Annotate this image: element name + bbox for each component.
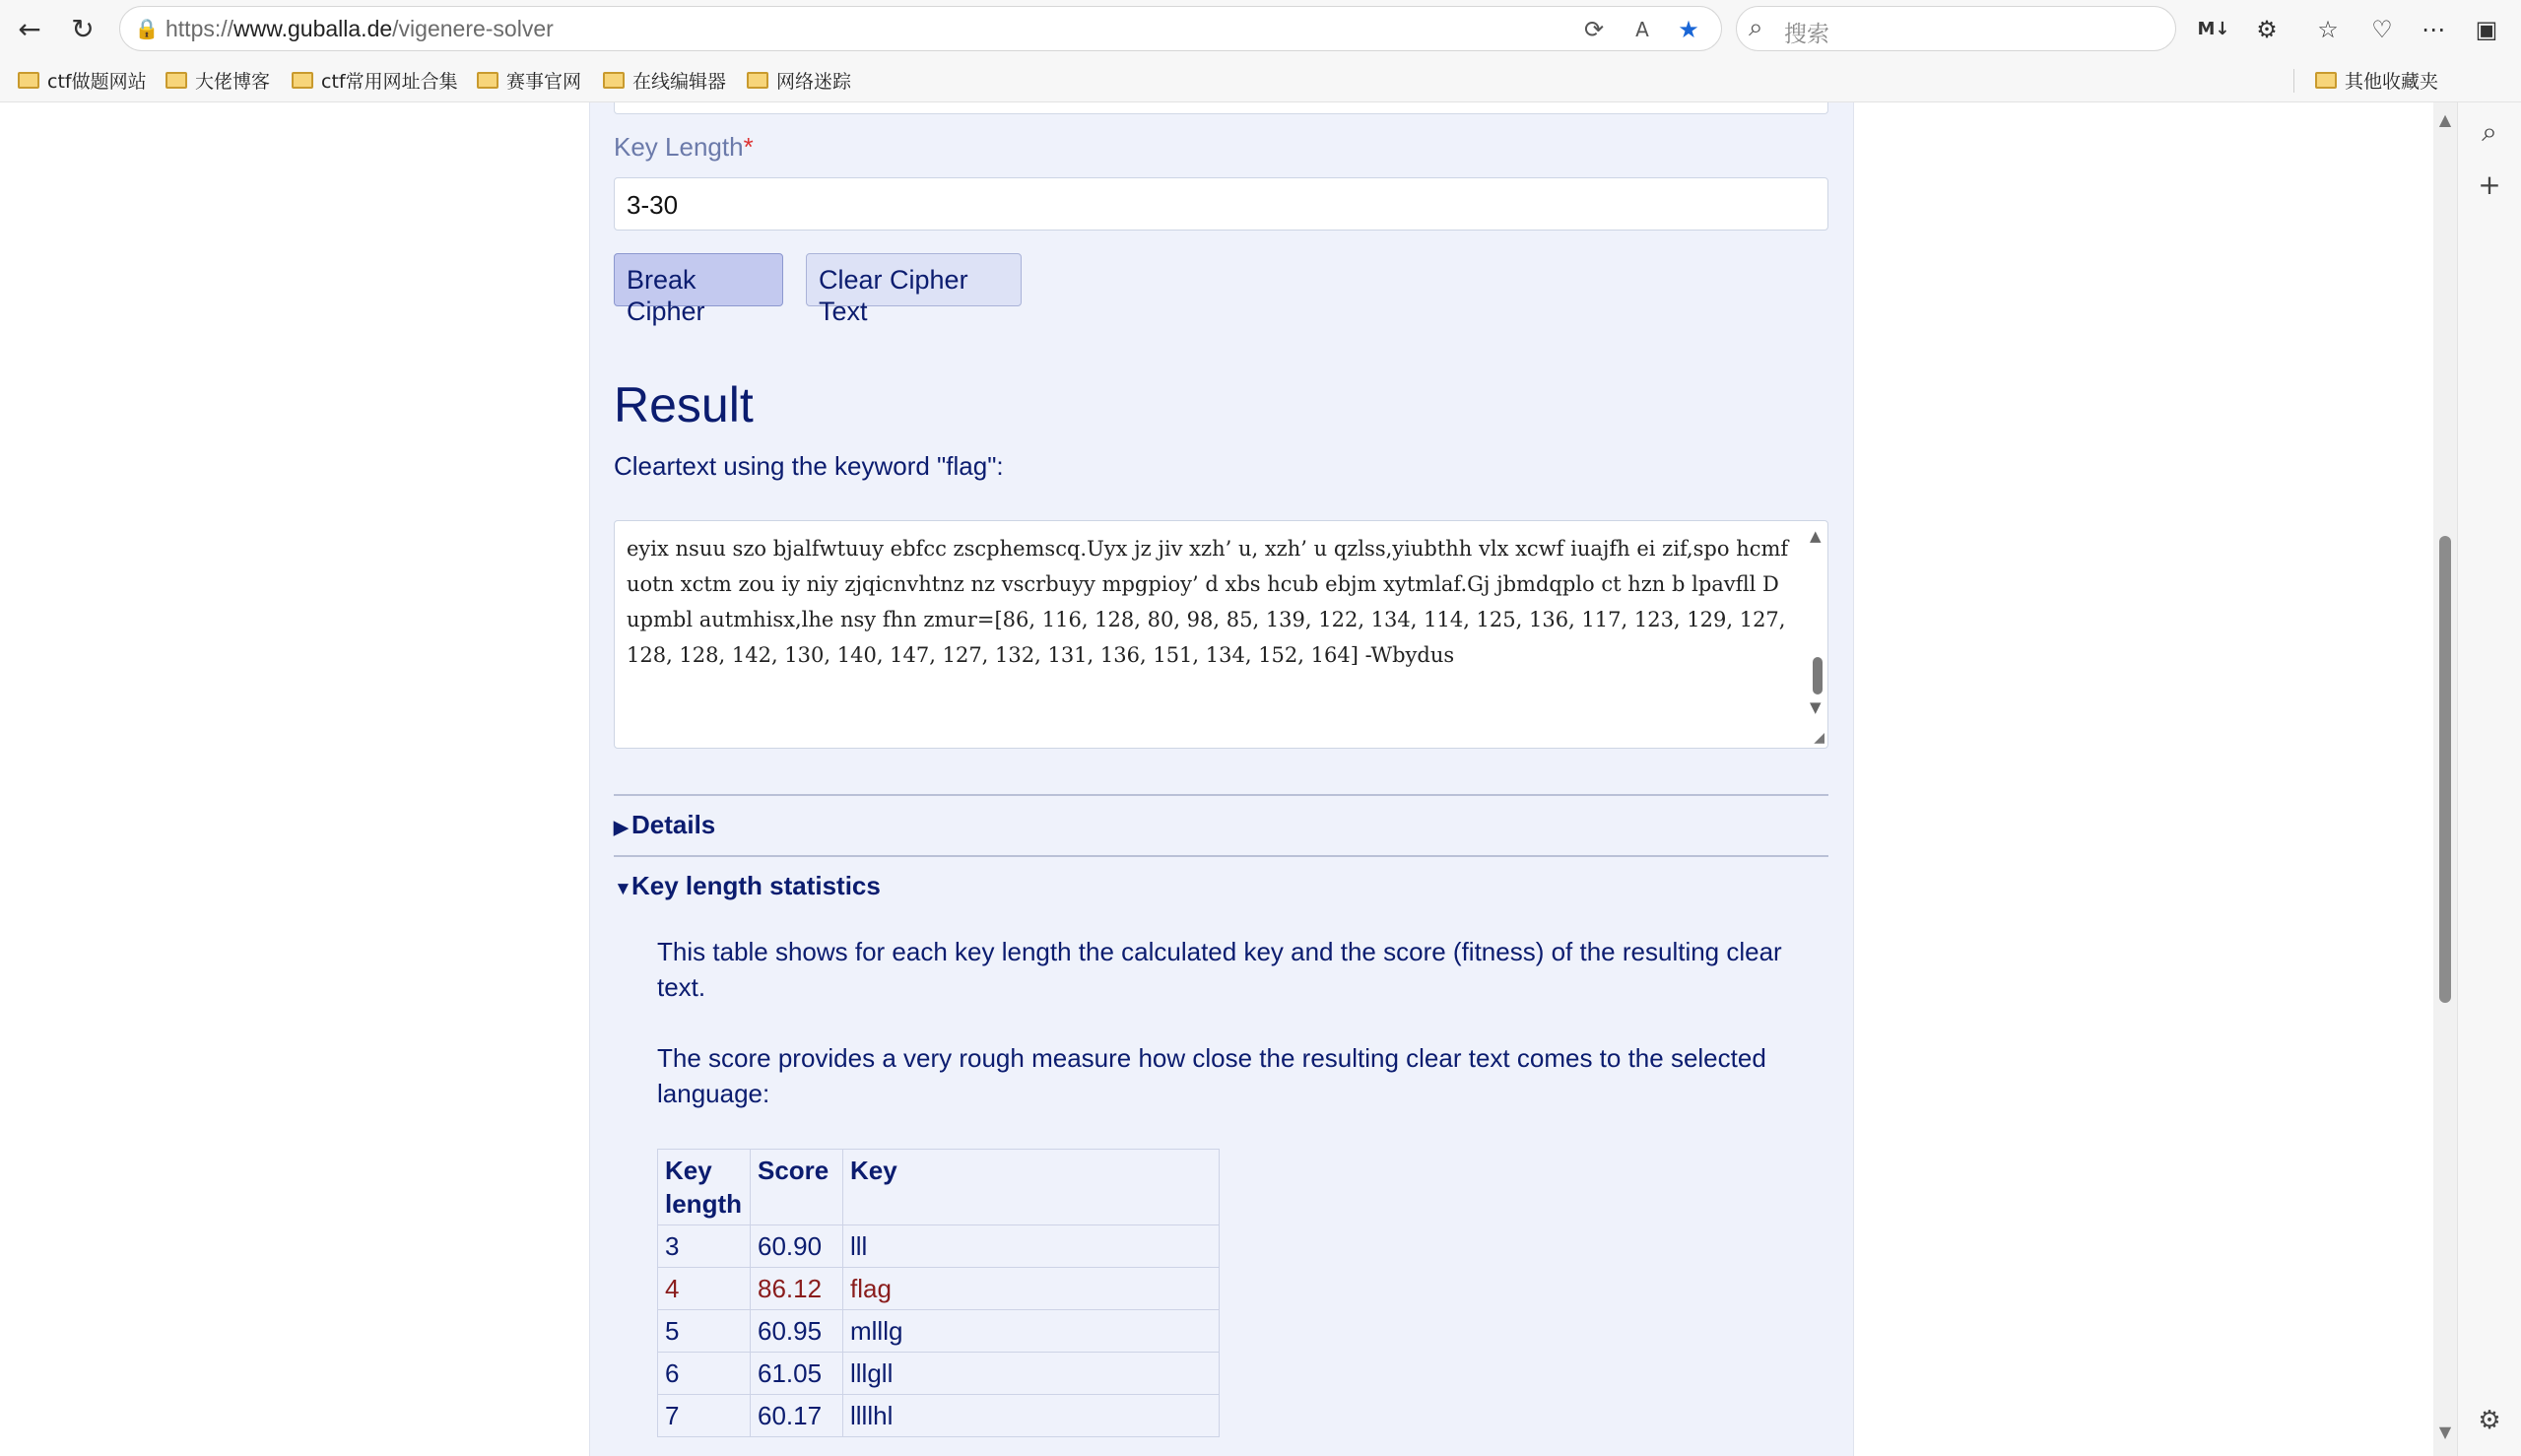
key-length-input[interactable]: 3-30 <box>614 177 1828 231</box>
collapsed-triangle-icon: ▶ <box>614 818 629 838</box>
folder-icon <box>747 72 768 89</box>
bookmark-folder[interactable]: ctf常用网址合集 <box>292 66 458 94</box>
folder-icon <box>166 72 187 89</box>
key-cell: lll <box>843 1225 1220 1268</box>
cipher-textarea-bottom-edge[interactable] <box>614 102 1828 114</box>
textarea-scroll-thumb[interactable] <box>1813 657 1823 695</box>
lock-icon[interactable]: 🔒 <box>134 17 160 40</box>
refresh-icon[interactable]: ↻ <box>71 13 95 45</box>
url-text[interactable]: https://www.guballa.de/vigenere-solver <box>166 16 554 41</box>
bookmarks-bar <box>0 57 2521 102</box>
score-cell: 61.05 <box>751 1353 843 1395</box>
key-length-cell: 3 <box>658 1225 751 1268</box>
settings-gear-icon[interactable]: ⚙ <box>2478 1406 2501 1435</box>
favorite-star-icon[interactable]: ★ <box>1678 16 1699 43</box>
key-length-statistics-toggle[interactable]: ▼Key length statistics <box>614 871 881 900</box>
table-row <box>658 1310 1220 1353</box>
table-header-row <box>658 1150 1220 1225</box>
expanded-triangle-icon: ▼ <box>614 879 632 899</box>
divider <box>614 855 1828 857</box>
key-cell: llllhl <box>843 1395 1220 1437</box>
score-cell: 60.17 <box>751 1395 843 1437</box>
result-heading: Result <box>614 377 754 432</box>
page-scroll-thumb[interactable] <box>2439 536 2451 1003</box>
search-box[interactable] <box>1736 6 2176 51</box>
cleartext-content: eyix nsuu szo bjalfwtuuy ebfcc zscphemscq.Uyx jz jiv xzh’ u, xzh’ u qzlss,yiubthh vlx xcwf iuajfh ei zif,spo hcmf uotn xctm zou iy niy zjqicnvhtnz nz vscrbuyy mpgpioy’ d xbs hcub ebjm xytmlaf.Gj jbmdqplo ct hzn b lpavfll Dupmbl autmhisx,lhe nsy fhn zmur=[86, 116, 128, 80, 98, 85, 139, 122, 134, 114, 125, 136, 117, 123, 129, 127, 128, 128, 142, 130, 140, 147, 127, 132, 131, 136, 151, 134, 152, 164] -Wbydus <box>627 537 1795 667</box>
column-header-key: Key <box>843 1150 1220 1225</box>
search-icon: ⌕ <box>1749 13 1763 42</box>
table-row-best <box>658 1268 1220 1310</box>
key-length-cell: 7 <box>658 1395 751 1437</box>
scroll-down-arrow-icon[interactable]: ▼ <box>1810 698 1822 716</box>
key-length-cell: 6 <box>658 1353 751 1395</box>
key-cell: mlllg <box>843 1310 1220 1353</box>
score-cell: 60.90 <box>751 1225 843 1268</box>
reader-mode-icon[interactable]: M↓ <box>2197 19 2230 39</box>
clear-cipher-text-button[interactable]: Clear Cipher Text <box>806 253 1022 306</box>
add-icon[interactable]: + <box>2478 168 2501 201</box>
key-length-table <box>657 1149 1220 1437</box>
scroll-up-arrow-icon[interactable]: ▲ <box>2438 110 2452 129</box>
folder-icon <box>603 72 625 89</box>
main-content <box>589 102 1854 1456</box>
scroll-down-arrow-icon[interactable]: ▼ <box>2438 1423 2452 1441</box>
stats-description: This table shows for each key length the calculated key and the score (fitness) of the resulting clear text. <box>657 937 1782 1002</box>
cleartext-label: Cleartext using the keyword "flag": <box>614 451 1004 481</box>
key-length-label: Key Length* <box>614 132 754 162</box>
browser-right-sidebar <box>2457 102 2521 1456</box>
extensions-icon[interactable]: ⚙ <box>2256 16 2278 43</box>
browser-essentials-icon[interactable]: ♡ <box>2371 16 2393 43</box>
column-header-key-length: Key length <box>658 1150 751 1225</box>
table-row <box>658 1395 1220 1437</box>
folder-icon <box>2315 72 2337 89</box>
sidebar-toggle-icon[interactable]: ▣ <box>2475 16 2498 43</box>
key-cell: lllgll <box>843 1353 1220 1395</box>
bookmark-folder[interactable]: 赛事官网 <box>477 66 581 94</box>
sidebar-search-icon[interactable]: ⌕ <box>2482 115 2497 148</box>
details-toggle[interactable]: ▶ Details <box>614 810 716 839</box>
bookmark-folder[interactable]: ctf做题网站 <box>18 66 147 94</box>
folder-icon <box>477 72 498 89</box>
bookmark-folder[interactable]: 网络迷踪 <box>747 66 851 94</box>
cleartext-output[interactable] <box>614 520 1828 749</box>
bookmark-folder[interactable]: 大佬博客 <box>166 66 270 94</box>
score-cell: 60.95 <box>751 1310 843 1353</box>
bookmarks-divider <box>2293 69 2294 93</box>
search-placeholder: 搜索 <box>1784 22 1829 47</box>
other-bookmarks-folder[interactable]: 其他收藏夹 <box>2315 66 2438 94</box>
divider <box>614 794 1828 796</box>
key-length-cell: 5 <box>658 1310 751 1353</box>
web-page <box>0 102 2433 1456</box>
table-row <box>658 1225 1220 1268</box>
key-length-cell: 4 <box>658 1268 751 1310</box>
key-cell: flag <box>843 1268 1220 1310</box>
column-header-score: Score <box>751 1150 843 1225</box>
more-menu-icon[interactable]: ⋯ <box>2421 16 2445 43</box>
folder-icon <box>292 72 313 89</box>
bookmark-folder[interactable]: 在线编辑器 <box>603 66 726 94</box>
read-aloud-icon[interactable]: A <box>1635 18 1649 41</box>
resize-grip-icon[interactable]: ◢ <box>1814 730 1824 746</box>
page-scrollbar[interactable] <box>2433 102 2457 1456</box>
back-icon[interactable]: ← <box>18 13 41 45</box>
textarea-scrollbar[interactable] <box>1806 521 1827 748</box>
break-cipher-button[interactable]: Break Cipher <box>614 253 783 306</box>
table-row <box>658 1353 1220 1395</box>
translate-icon[interactable]: ⟳ <box>1583 16 1605 43</box>
folder-icon <box>18 72 39 89</box>
address-bar[interactable] <box>119 6 1722 51</box>
scroll-up-arrow-icon[interactable]: ▲ <box>1810 527 1822 545</box>
score-cell: 86.12 <box>751 1268 843 1310</box>
browser-toolbar <box>0 0 2521 57</box>
score-description: The score provides a very rough measure how close the resulting clear text comes to the selected language: <box>657 1043 1766 1108</box>
favorites-icon[interactable]: ☆ <box>2317 16 2339 43</box>
